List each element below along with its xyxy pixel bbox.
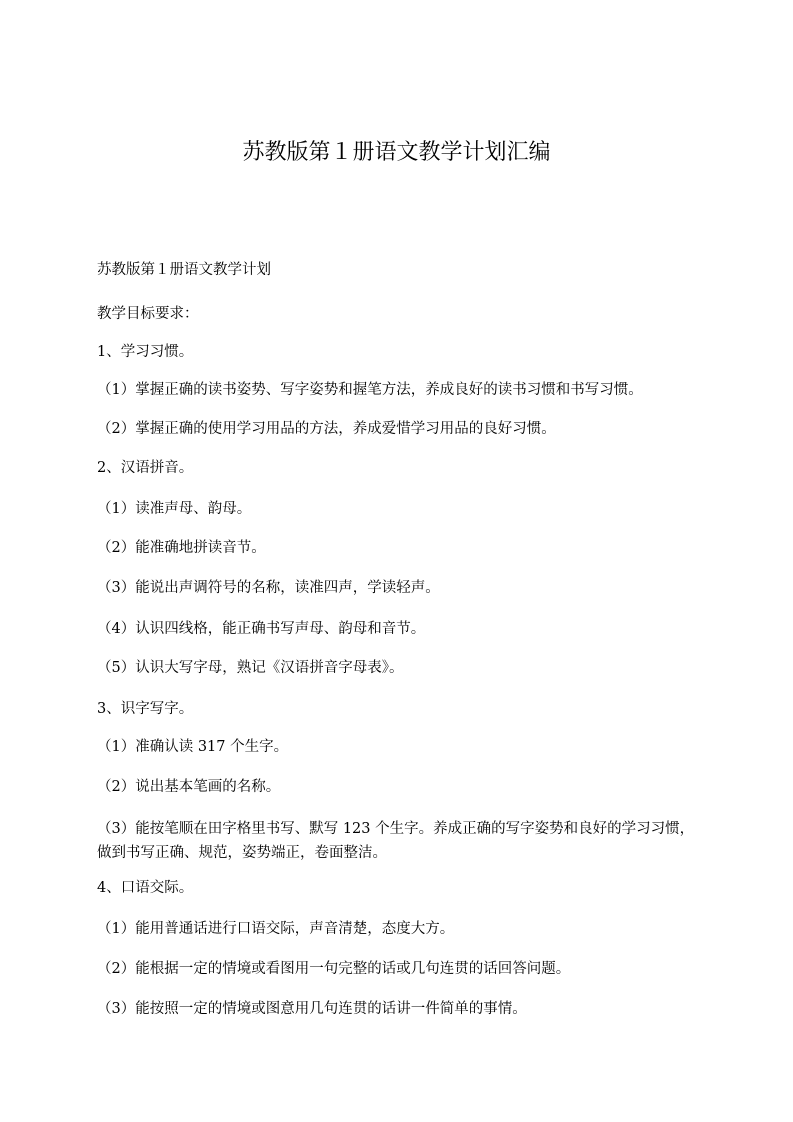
paragraph-goals-heading: 教学目标要求：: [97, 306, 199, 322]
paragraph-item: （1）读准声母、韵母。: [97, 501, 252, 517]
paragraph-item: （2）能根据一定的情境或看图用一句完整的话或几句连贯的话回答问题。: [97, 961, 571, 977]
paragraph-item: （2）说出基本笔画的名称。: [97, 779, 281, 795]
document-subtitle: 苏教版第１册语文教学计划: [97, 262, 271, 278]
paragraph-item: （1）掌握正确的读书姿势、写字姿势和握笔方法，养成良好的读书习惯和书写习惯。: [97, 382, 643, 398]
paragraph-item: （1）准确认读 317 个生字。: [97, 739, 289, 755]
paragraph-item: （4）认识四线格，能正确书写声母、韵母和音节。: [97, 621, 426, 637]
paragraph-item: （1）能用普通话进行口语交际，声音清楚，态度大方。: [97, 921, 455, 937]
document-title: 苏教版第１册语文教学计划汇编: [242, 140, 551, 165]
paragraph-item: （5）认识大写字母，熟记《汉语拼音字母表》。: [97, 660, 404, 676]
section-heading-characters: 3、识字写字。: [97, 701, 194, 717]
paragraph-item: （3）能说出声调符号的名称，读准四声，学读轻声。: [97, 580, 440, 596]
paragraph-item: （2）掌握正确的使用学习用品的方法，养成爱惜学习用品的良好习惯。: [97, 421, 556, 437]
section-heading-oral-communication: 4、口语交际。: [97, 880, 194, 896]
section-heading-study-habits: 1、学习习惯。: [97, 344, 194, 360]
paragraph-item: （3）能按笔顺在田字格里书写、默写 123 个生字。养成正确的写字姿势和良好的学习习惯，做到书写正确、规范，姿势端正，卷面整洁。: [97, 821, 695, 861]
paragraph-item: （2）能准确地拼读音节。: [97, 540, 266, 556]
paragraph-item: （3）能按照一定的情境或图意用几句连贯的话讲一件简单的事情。: [97, 1001, 527, 1017]
section-heading-pinyin: 2、汉语拼音。: [97, 460, 194, 476]
